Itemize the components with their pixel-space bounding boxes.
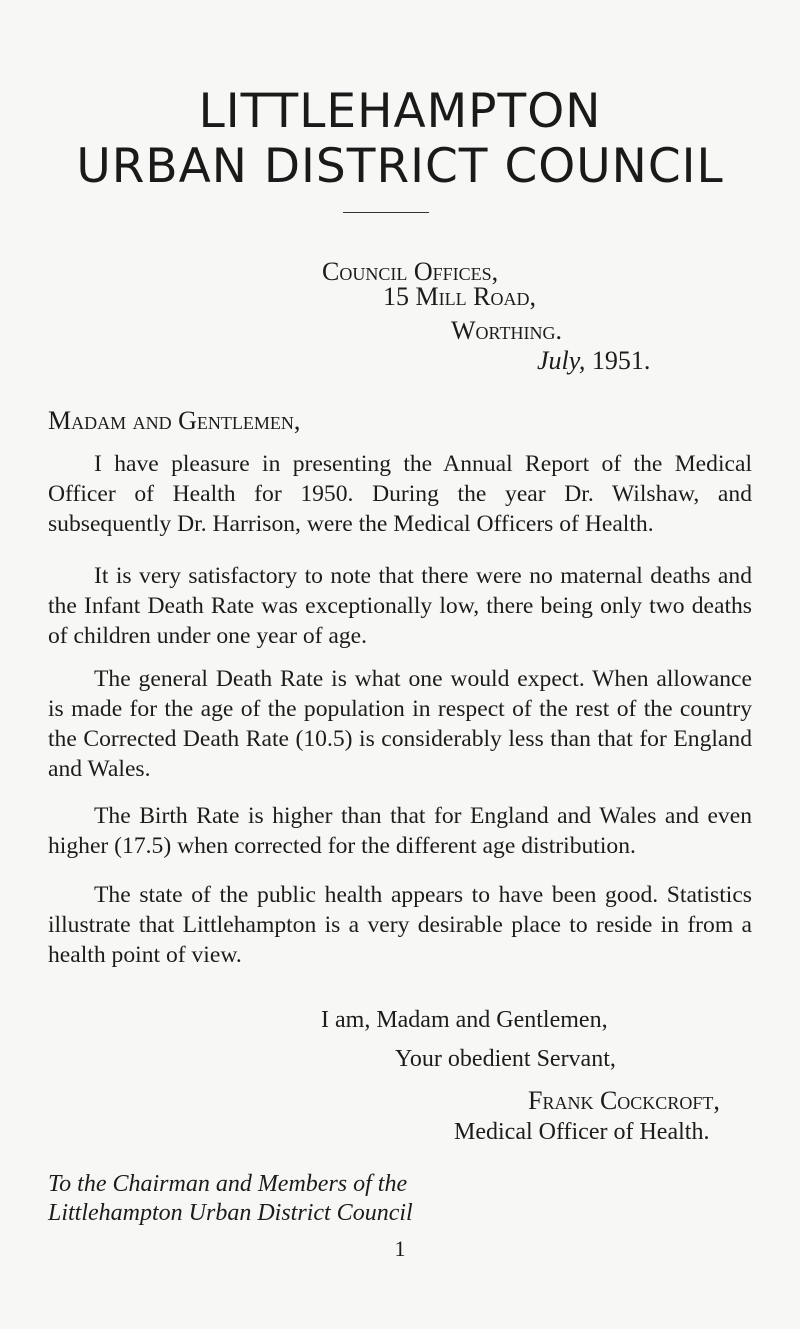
- signature-title: Medical Officer of Health.: [454, 1119, 710, 1145]
- date-year: 1951.: [591, 346, 651, 375]
- address-line-road: 15 Mill Road,: [383, 282, 536, 311]
- divider-rule: [343, 212, 429, 213]
- paragraph-2: It is very satisfactory to note that there were no maternal deaths and the Infant Death Rate was exceptionally low, there being only two deaths of children under one year of age.: [48, 563, 752, 649]
- signature-name: Frank Cockcroft,: [528, 1086, 720, 1115]
- address-line-town: Worthing.: [451, 316, 562, 345]
- closing-line-1: I am, Madam and Gentlemen,: [321, 1007, 608, 1033]
- salutation: Madam and Gentlemen,: [48, 406, 301, 435]
- page-number: 1: [394, 1236, 406, 1261]
- paragraph-3: The general Death Rate is what one would expect. When allowance is made for the age of the population in respect of the rest of the country the Corrected Death Rate (10.5) is considerably less than that for England and Wales.: [48, 666, 752, 782]
- addressee-line-2: Littlehampton Urban District Council: [48, 1200, 413, 1226]
- council-title-line1: LITTLEHAMPTON: [198, 84, 602, 139]
- date-month: July,: [537, 346, 586, 375]
- paragraph-5: The state of the public health appears to have been good. Statistics illustrate that Littlehampton is a very desirable place to reside in from a health point of view.: [48, 882, 752, 968]
- closing-line-2: Your obedient Servant,: [395, 1046, 616, 1072]
- letter-date: [537, 348, 650, 374]
- address-line-offices: Council Offices,: [322, 257, 499, 286]
- council-title-line2: URBAN DISTRICT COUNCIL: [76, 139, 724, 194]
- paragraph-4: The Birth Rate is higher than that for England and Wales and even higher (17.5) when corrected for the different age distribution.: [48, 803, 752, 859]
- paragraph-1: I have pleasure in presenting the Annual Report of the Medical Officer of Health for 1950. During the year Dr. Wilshaw, and subsequently Dr. Harrison, were the Medical Officers of Health.: [48, 451, 752, 537]
- addressee-line-1: To the Chairman and Members of the: [48, 1171, 408, 1197]
